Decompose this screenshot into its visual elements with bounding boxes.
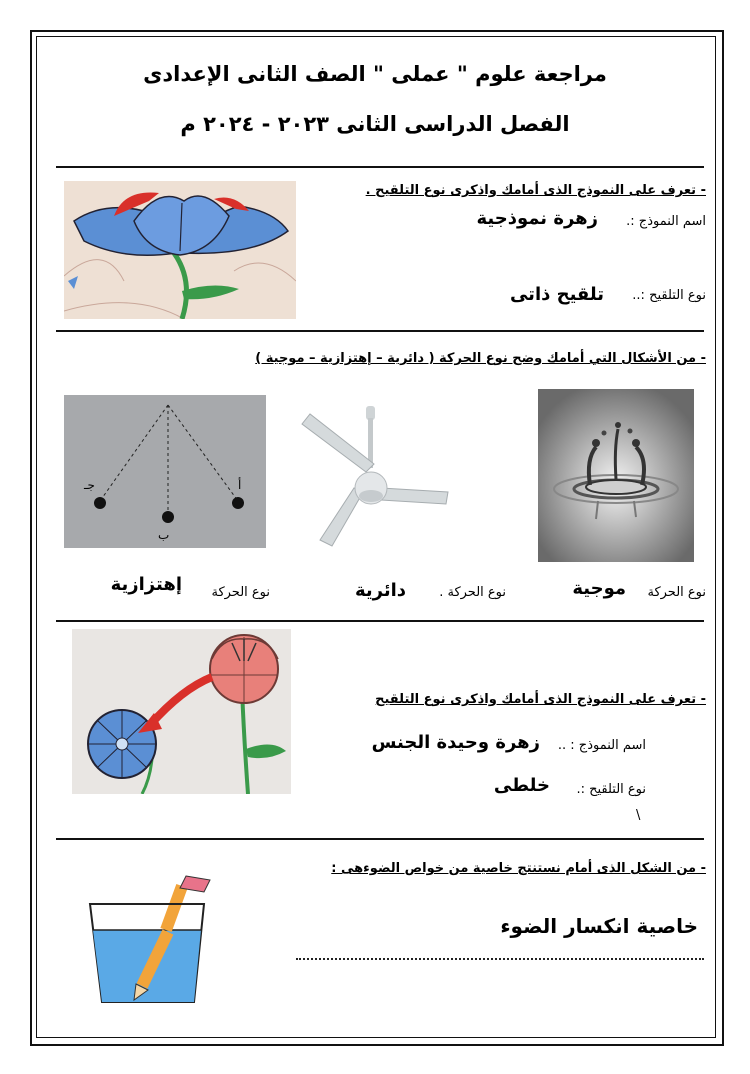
section3-name-label: اسم النموذج : ..	[557, 738, 646, 753]
answer-dotted-line	[296, 958, 704, 960]
worksheet-subtitle: الفصل الدراسى الثانى ٢٠٢٣ - ٢٠٢٤ م	[180, 112, 570, 136]
section1-type-answer: تلقيح ذاتى	[509, 284, 604, 305]
section1-type-label: نوع التلقيح :..	[632, 288, 706, 303]
section3-name-answer: زهرة وحيدة الجنس	[371, 732, 540, 753]
section2-question: - من الأشكال التي أمامك وضح نوع الحركة ( دائرية – إهتزازية – موجية )	[255, 351, 706, 366]
pendulum-label-left: جـ	[84, 478, 95, 492]
section3-question: - تعرف على النموذج الذى أمامك واذكرى نوع التلقيح	[375, 692, 706, 707]
section3-type-answer: خلطى	[493, 775, 550, 796]
section1-name-answer: زهرة نموذجية	[476, 208, 598, 229]
section3-type-label: نوع التلقيح :.	[576, 782, 646, 797]
section1-question: - تعرف على النموذج الذى أمامك واذكرى نوع التلقيح .	[365, 183, 706, 198]
pendulum-label-middle: ب	[158, 528, 170, 542]
section4-question: - من الشكل الذى أمام نستنتج خاصية من خواص الضوءهى :	[331, 861, 706, 876]
motion-answer-oscillating: إهتزازية	[110, 574, 182, 595]
title-underline	[56, 166, 704, 168]
pendulum-label-right: أ	[238, 478, 242, 492]
section-divider-2	[56, 620, 704, 622]
motion-label-oscillating: نوع الحركة	[211, 585, 270, 600]
section1-name-label: اسم النموذج :.	[626, 214, 706, 229]
ceiling-fan-image	[296, 400, 450, 550]
stray-mark: \	[636, 808, 641, 823]
typical-flower-image	[64, 181, 296, 319]
water-drop-image	[538, 389, 694, 562]
pencil-in-water-image	[82, 866, 232, 1008]
pendulum-image	[64, 395, 266, 548]
section-divider-3	[56, 838, 704, 840]
worksheet-title: مراجعة علوم " عملى " الصف الثانى الإعدادى	[143, 62, 607, 86]
motion-answer-circular: دائرية	[354, 580, 406, 601]
motion-label-circular: نوع الحركة .	[439, 585, 506, 600]
section4-answer: خاصية انكسار الضوء	[500, 914, 698, 938]
motion-answer-wave: موجية	[572, 578, 626, 599]
motion-label-wave: نوع الحركة	[647, 585, 706, 600]
unisexual-flowers-image	[72, 629, 291, 794]
section-divider-1	[56, 330, 704, 332]
